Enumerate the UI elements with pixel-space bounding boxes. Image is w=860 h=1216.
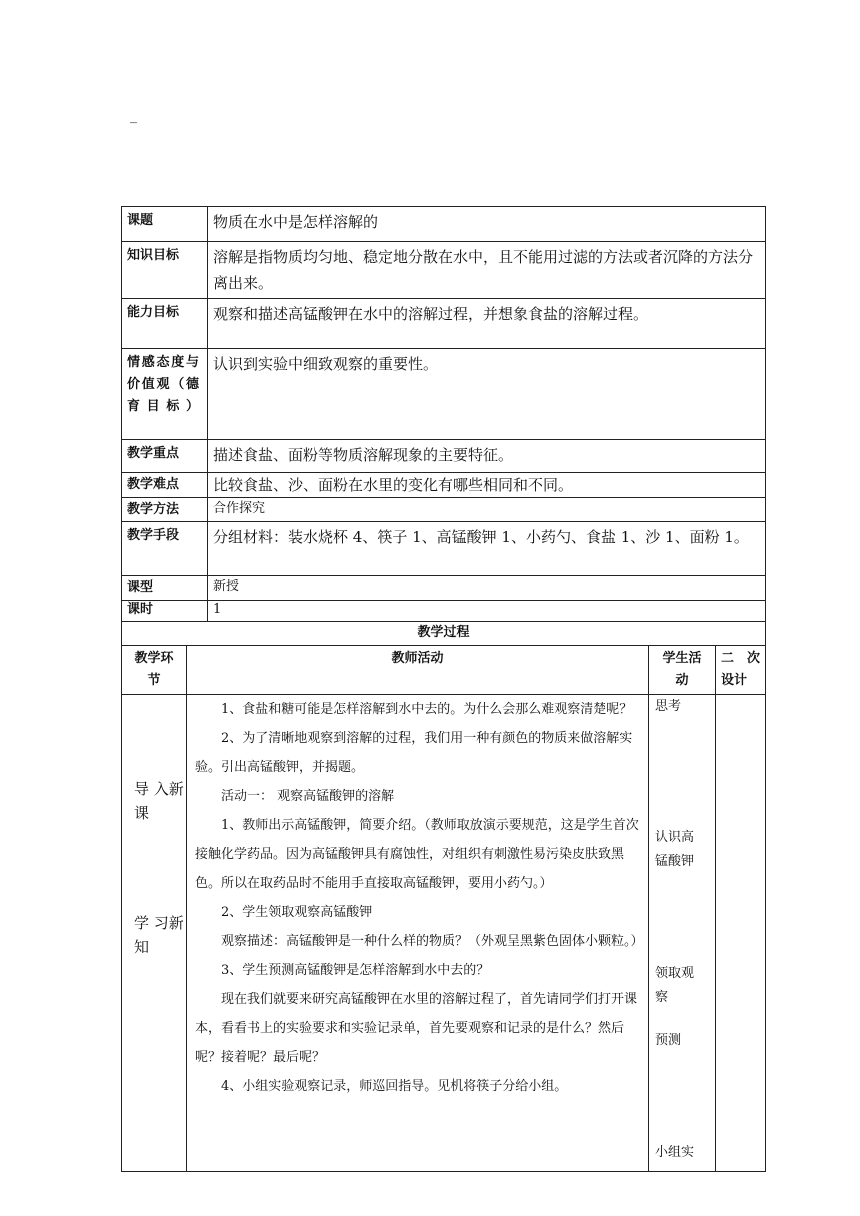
teacher-paragraph: 现在我们就要来研究高锰酸钾在水里的溶解过程了，首先请同学们打开课本，看看书上的实验要求和实验记录单，首先要观察和记录的是什么？然后呢？接着呢？最后呢？ [195, 992, 638, 1065]
row-ability [122, 299, 766, 349]
label-period: 课时 [122, 601, 208, 622]
row-difficult [122, 473, 766, 498]
top-mark: _ [130, 108, 137, 124]
process-title: 教学过程 [122, 622, 766, 646]
student-activity: 领取观察 [655, 966, 695, 1005]
value-knowledge: 溶解是指物质均匀地、稳定地分散在水中，且不能用过滤的方法或者沉降的方法分离出来。 [208, 242, 766, 299]
label-knowledge: 知识目标 [122, 242, 208, 299]
row-type [122, 576, 766, 601]
second-design-cell [716, 695, 766, 1172]
header-student: 学生活动 [649, 646, 716, 695]
label-ability: 能力目标 [122, 299, 208, 349]
teacher-paragraph: 4、小组实验观察记录，师巡回指导。见机将筷子分给小组。 [221, 1079, 568, 1094]
teacher-paragraph: 3、学生预测高锰酸钾是怎样溶解到水中去的？ [221, 963, 490, 978]
row-method [122, 498, 766, 522]
student-activity: 思考 [655, 699, 682, 714]
label-topic: 课题 [122, 207, 208, 242]
row-key [122, 440, 766, 473]
teacher-paragraph: 观察描述：高锰酸钾是一种什么样的物质？（外观呈黑紫色固体小颗粒。） [221, 934, 644, 949]
teacher-paragraph: 1、食盐和糖可能是怎样溶解到水中去的。为什么会那么难观察清楚呢？ [221, 702, 633, 717]
label-emotion: 情感态度与价值观（德育目标） [122, 349, 208, 440]
student-activity-cell [649, 695, 716, 1172]
stage-learn: 学 习新知 [134, 914, 184, 956]
value-method: 合作探究 [208, 498, 766, 522]
row-process-title [122, 622, 766, 646]
value-difficult: 比较食盐、沙、面粉在水里的变化有哪些相同和不同。 [208, 473, 766, 498]
teacher-paragraph: 活动一： 观察高锰酸钾的溶解 [221, 789, 395, 804]
row-topic [122, 207, 766, 242]
value-emotion: 认识到实验中细致观察的重要性。 [208, 349, 766, 440]
row-knowledge [122, 242, 766, 299]
header-second-design: 二 次设计 [716, 646, 766, 695]
label-key: 教学重点 [122, 440, 208, 473]
value-means: 分组材料：装水烧杯 4、筷子 1、高锰酸钾 1、小药勺、食盐 1、沙 1、面粉 1。 [208, 522, 766, 576]
teacher-paragraph: 2、学生领取观察高锰酸钾 [221, 905, 373, 920]
teacher-paragraph: 1、教师出示高锰酸钾，简要介绍。（教师取放演示要规范，这是学生首次接触化学药品。因为高锰酸钾具有腐蚀性，对组织有刺激性易污染皮肤致黑色。所以在取药品时不能用手直接取高锰酸钾，要用小药勺。） [195, 818, 639, 891]
stage-intro: 导 入新课 [134, 780, 184, 822]
stage-cell [122, 695, 187, 1172]
value-type: 新授 [208, 576, 766, 601]
value-topic: 物质在水中是怎样溶解的 [208, 207, 766, 242]
student-activity: 预测 [655, 1033, 682, 1048]
row-means [122, 522, 766, 576]
label-difficult: 教学难点 [122, 473, 208, 498]
value-key: 描述食盐、面粉等物质溶解现象的主要特征。 [208, 440, 766, 473]
value-period: 1 [208, 601, 766, 622]
label-method: 教学方法 [122, 498, 208, 522]
row-process-body [122, 695, 766, 1172]
row-period [122, 601, 766, 622]
teacher-activity-cell [187, 695, 649, 1172]
teacher-paragraph: 2、为了清晰地观察到溶解的过程，我们用一种有颜色的物质来做溶解实验。引出高锰酸钾，并揭题。 [195, 731, 633, 775]
student-activity: 小组实 [655, 1145, 695, 1160]
student-activity: 认识高锰酸钾 [655, 830, 695, 869]
label-type: 课型 [122, 576, 208, 601]
row-emotion [122, 349, 766, 440]
header-teacher: 教师活动 [187, 646, 649, 695]
lesson-plan-table [121, 206, 766, 1172]
header-stage: 教学环节 [122, 646, 187, 695]
row-process-headers [122, 646, 766, 695]
value-ability: 观察和描述高锰酸钾在水中的溶解过程，并想象食盐的溶解过程。 [208, 299, 766, 349]
label-means: 教学手段 [122, 522, 208, 576]
